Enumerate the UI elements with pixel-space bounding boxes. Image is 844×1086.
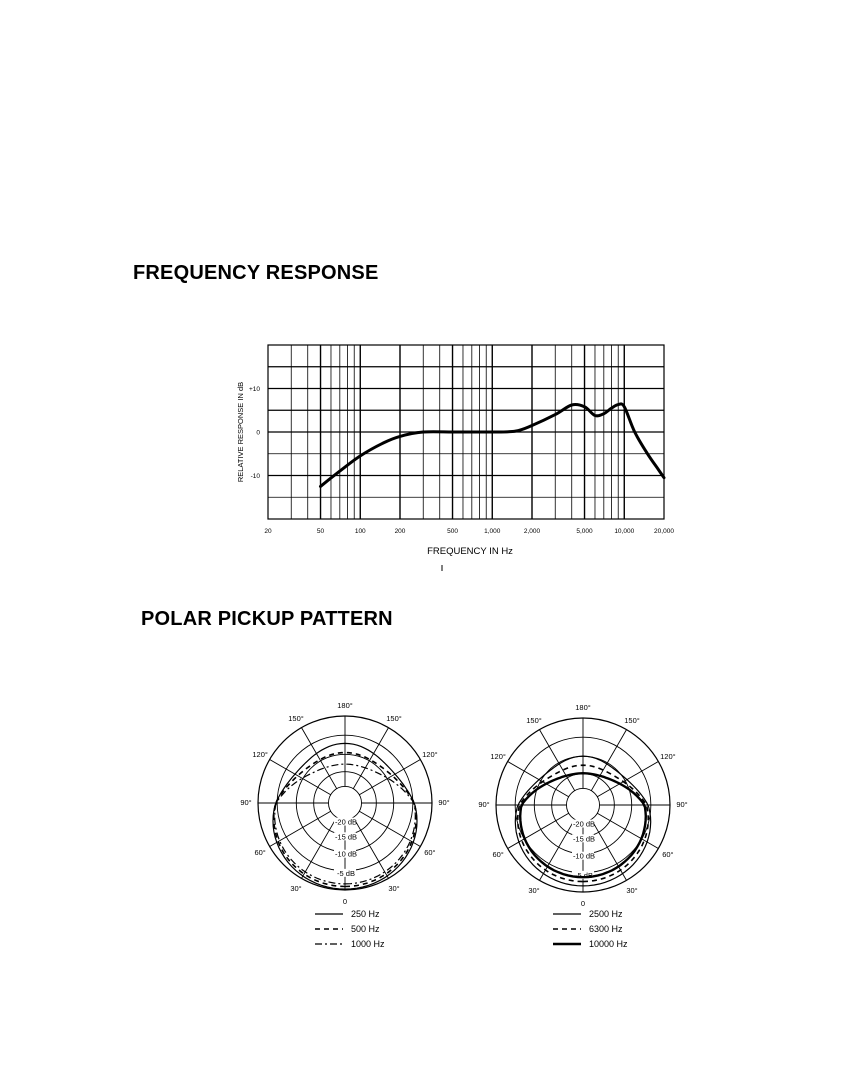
polar-angle-label: 60° — [492, 850, 504, 859]
frequency-y-axis-label: RELATIVE RESPONSE IN dB — [236, 381, 245, 483]
polar-legend-label: 2500 Hz — [589, 909, 623, 919]
frequency-x-tick-label: 500 — [447, 528, 458, 535]
polar-legend-label: 10000 Hz — [589, 939, 628, 949]
polar-angle-label: 120° — [490, 752, 506, 761]
polar-angle-label: 120° — [422, 750, 438, 759]
polar-angle-label: 120° — [660, 752, 676, 761]
polar-legend-label: 1000 Hz — [351, 939, 385, 949]
polar-angle-label: 30° — [388, 883, 400, 893]
polar-angle-label: 60° — [662, 850, 674, 859]
polar-radial-label: -20 dB — [334, 817, 358, 827]
frequency-x-tick-label: 5,000 — [576, 528, 593, 535]
polar-angle-label: 90° — [240, 798, 252, 807]
polar-angle-label: 0 — [342, 897, 348, 906]
polar-ring — [566, 788, 599, 821]
polar-radial-label: -15 dB — [572, 834, 596, 844]
polar-angle-label: 120° — [252, 750, 268, 759]
polar-radial-label: -5 dB — [337, 868, 355, 878]
polar-angle-label: 90° — [676, 800, 688, 809]
polar-angle-label: 180° — [337, 701, 353, 710]
frequency-x-axis-label: FREQUENCY IN Hz — [427, 546, 513, 557]
polar-angle-label: 150° — [526, 716, 542, 726]
polar-radial-label: -5 dB — [575, 870, 593, 880]
polar-chart-right — [478, 703, 687, 949]
polar-angle-label: 90° — [438, 798, 450, 807]
frequency-y-tick-label: 0 — [256, 429, 260, 437]
polar-legend-label: 6300 Hz — [589, 924, 623, 934]
polar-radial-label: -10 dB — [334, 849, 358, 859]
polar-angle-label: 60° — [424, 848, 436, 857]
frequency-x-tick-label: 1,000 — [484, 528, 501, 535]
polar-pattern-title: POLAR PICKUP PATTERN — [141, 608, 393, 630]
polar-angle-label: 30° — [626, 885, 638, 895]
frequency-x-tick-label: 100 — [354, 528, 366, 535]
polar-angle-label: 90° — [478, 800, 490, 809]
frequency-x-tick-label: 20,000 — [654, 528, 674, 535]
polar-legend-label: 500 Hz — [351, 924, 380, 934]
frequency-x-tick-label: 20 — [264, 528, 272, 535]
frequency-x-tick-label: 50 — [316, 528, 325, 535]
frequency-y-tick-label: -10 — [250, 473, 260, 480]
polar-angle-label: 150° — [386, 714, 402, 724]
polar-radial-label: -15 dB — [334, 832, 358, 842]
frequency-x-tick-label: 200 — [394, 528, 406, 535]
polar-angle-label: 30° — [528, 885, 540, 895]
frequency-response-title: FREQUENCY RESPONSE — [133, 262, 379, 284]
polar-angle-label: 150° — [288, 714, 304, 724]
polar-radial-label: -10 dB — [572, 851, 596, 861]
polar-ring — [328, 786, 361, 819]
polar-angle-label: 180° — [575, 703, 591, 712]
polar-angle-label: 30° — [290, 883, 302, 893]
polar-angle-label: 60° — [254, 848, 266, 857]
polar-radial-label: -20 dB — [572, 819, 596, 829]
frequency-x-tick-label: 10,000 — [614, 528, 635, 535]
frequency-y-tick-label: +10 — [248, 386, 260, 393]
frequency-x-tick-label: 2,000 — [523, 528, 541, 535]
polar-angle-label: 150° — [624, 716, 640, 726]
polar-chart-left — [240, 701, 449, 949]
polar-legend-label: 250 Hz — [351, 909, 380, 919]
polar-angle-label: 0 — [580, 899, 586, 908]
